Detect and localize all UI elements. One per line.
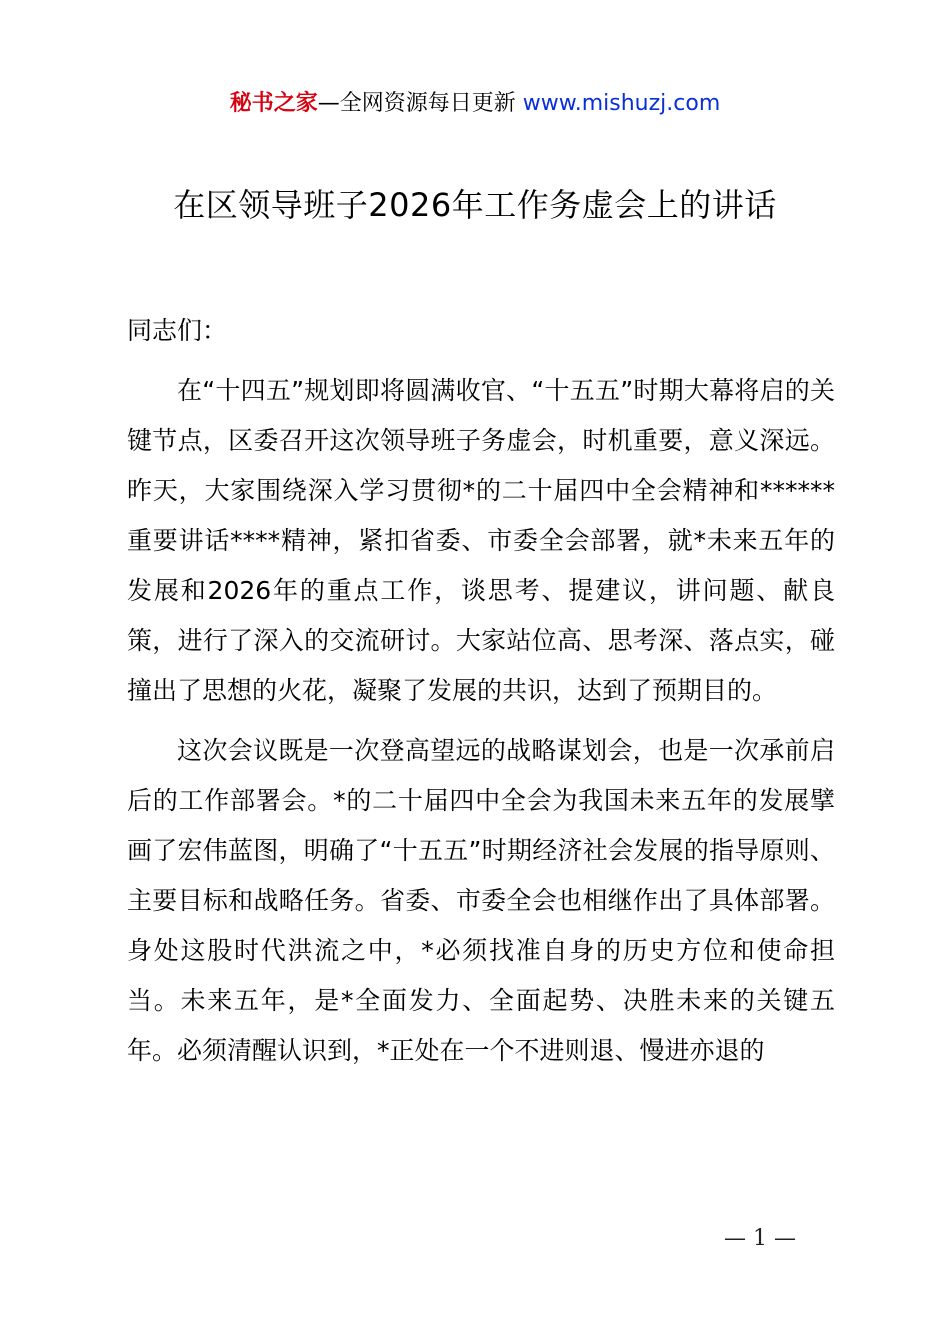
site-url-link[interactable]: www.mishuzj.com [522, 91, 721, 116]
document-title: 在区领导班子2026年工作务虚会上的讲话 [173, 186, 777, 224]
paragraph-1: 在“十四五”规划即将圆满收官、“十五五”时期大幕将启的关键节点，区委召开这次领导班子务虚会，时机重要，意义深远。昨天，大家围绕深入学习贯彻*的二十届四中全会精神和******重要讲话****精神，紧扣省委、市委全会部署，就*未来五年的发展和2026年的重点工作，谈思考、提建议，讲问题、献良策，进行了深入的交流研讨。大家站位高、思考深、落点实，碰撞出了思想的火花，凝聚了发展的共识，达到了预期目的。 [127, 376, 835, 705]
site-header [0, 88, 950, 120]
salutation: 同志们： [127, 316, 228, 345]
site-tagline: —全网资源每日更新 [317, 91, 516, 116]
document-body [127, 306, 835, 1076]
page-number: — 1 — [724, 1226, 796, 1251]
paragraph-2: 这次会议既是一次登高望远的战略谋划会，也是一次承前启后的工作部署会。*的二十届四中全会为我国未来五年的发展擘画了宏伟蓝图，明确了“十五五”时期经济社会发展的指导原则、主要目标和战略任务。省委、市委全会也相继作出了具体部署。身处这股时代洪流之中，*必须找准自身的历史方位和使命担当。未来五年，是*全面发力、全面起势、决胜未来的关键五年。必须清醒认识到，*正处在一个不进则退、慢进亦退的 [127, 736, 835, 1065]
site-brand: 秘书之家 [229, 91, 318, 116]
